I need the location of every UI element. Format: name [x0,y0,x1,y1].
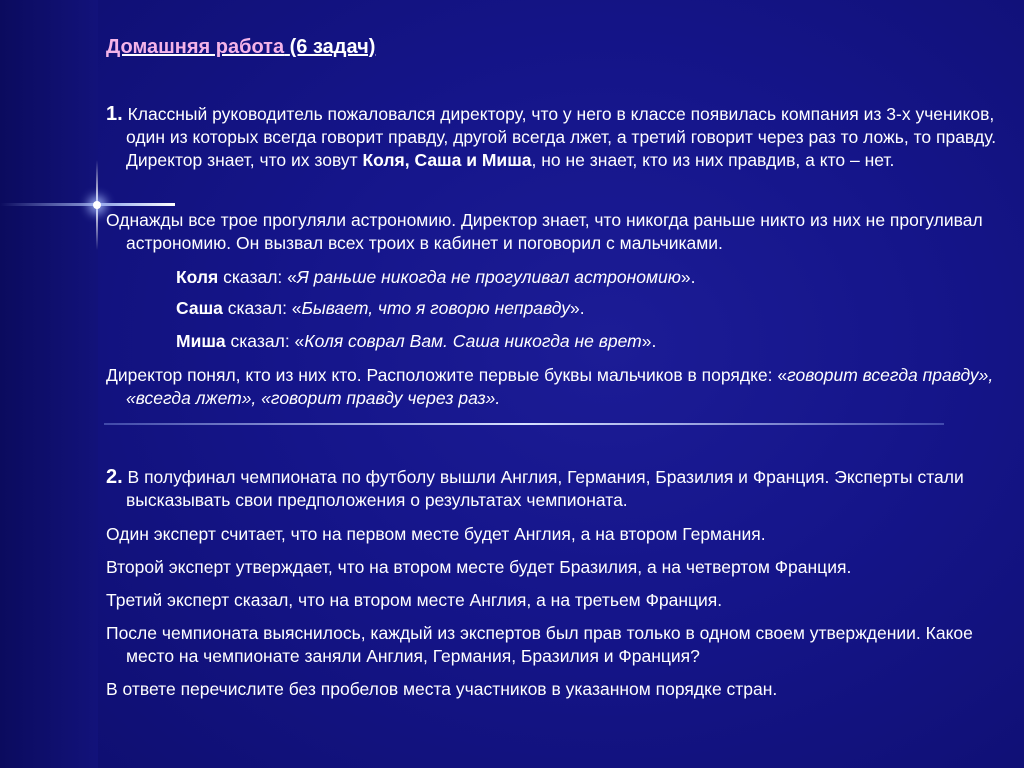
task1-final-order: говорит всегда правду», «всегда лжет», «говорит правду через раз [126,365,994,408]
task1-names: Коля, Саша и Миша [362,150,532,170]
quote-said: сказал: « [225,331,305,351]
task2-intro-text: В полуфинал чемпионата по футболу вышли Англия, Германия, Бразилия и Франция. Эксперты стали высказывать свои предположения о результатах чемпионата. [122,467,964,510]
task2-number: 2. [106,466,123,488]
task2-expert2: Второй эксперт утверждает, что на втором месте будет Бразилия, а на четвертом Франция. [106,557,852,577]
title-count: (6 задач) [289,36,376,58]
sparkle-star-icon [93,201,101,209]
quote-sasha [176,297,585,320]
title-main: Домашняя работа [106,36,285,58]
task1-intro-text: Классный руководитель пожаловался директору, что у него в классе появилась компания из 3-х учеников, один из которых всегда говорит правду, другой всегда лжет, а третий говорит через раз то ложь, то правду. Директор знает, что их зовут [126,104,997,170]
task1-intro [106,103,998,172]
quote-said: сказал: « [222,298,302,318]
task2-expert1: Один эксперт считает, что на первом месте будет Англия, а на втором Германия. [106,524,766,544]
task1-final-end: ». [485,388,501,408]
task2-question: После чемпионата выяснилось, каждый из экспертов был прав только в одном своем утверждении. Какое место на чемпионате заняли Англия, Германия, Бразилия и Франция? [106,623,973,666]
task1-final [106,364,998,410]
left-background-band [0,0,98,768]
quote-misha [176,330,656,353]
task1-final-text: Директор понял, кто из них кто. Расположите первые буквы мальчиков в порядке: « [106,365,788,385]
quote-name: Коля [176,267,219,287]
task2-expert3: Третий эксперт сказал, что на втором месте Англия, а на третьем Франция. [106,590,723,610]
task2-answer-note: В ответе перечислите без пробелов места участников в указанном порядке стран. [106,679,778,699]
quote-close: ». [641,331,657,351]
quote-said: сказал: « [218,267,297,287]
quote-name: Саша [176,298,223,318]
quote-name: Миша [176,331,226,351]
quote-text: Бывает, что я говорю неправду [301,298,571,318]
sparkle-ray-horizontal [0,203,175,206]
section-divider [104,423,944,425]
quote-close: ». [570,298,585,318]
slide-title [106,36,375,59]
task1-number: 1. [106,103,123,125]
quote-kolya [176,266,695,289]
quote-text: Коля соврал Вам. Саша никогда не врет [304,331,642,351]
quote-close: ». [680,267,696,287]
task2-intro [106,466,998,512]
task1-intro-end: , но не знает, кто из них правдив, а кто – нет. [531,150,895,170]
quote-text: Я раньше никогда не прогуливал астрономию [296,267,681,287]
task1-paragraph2: Однажды все трое прогуляли астрономию. Директор знает, что никогда раньше никто из них не прогуливал астрономию. Он вызвал всех троих в кабинет и поговорил с мальчиками. [106,210,983,253]
